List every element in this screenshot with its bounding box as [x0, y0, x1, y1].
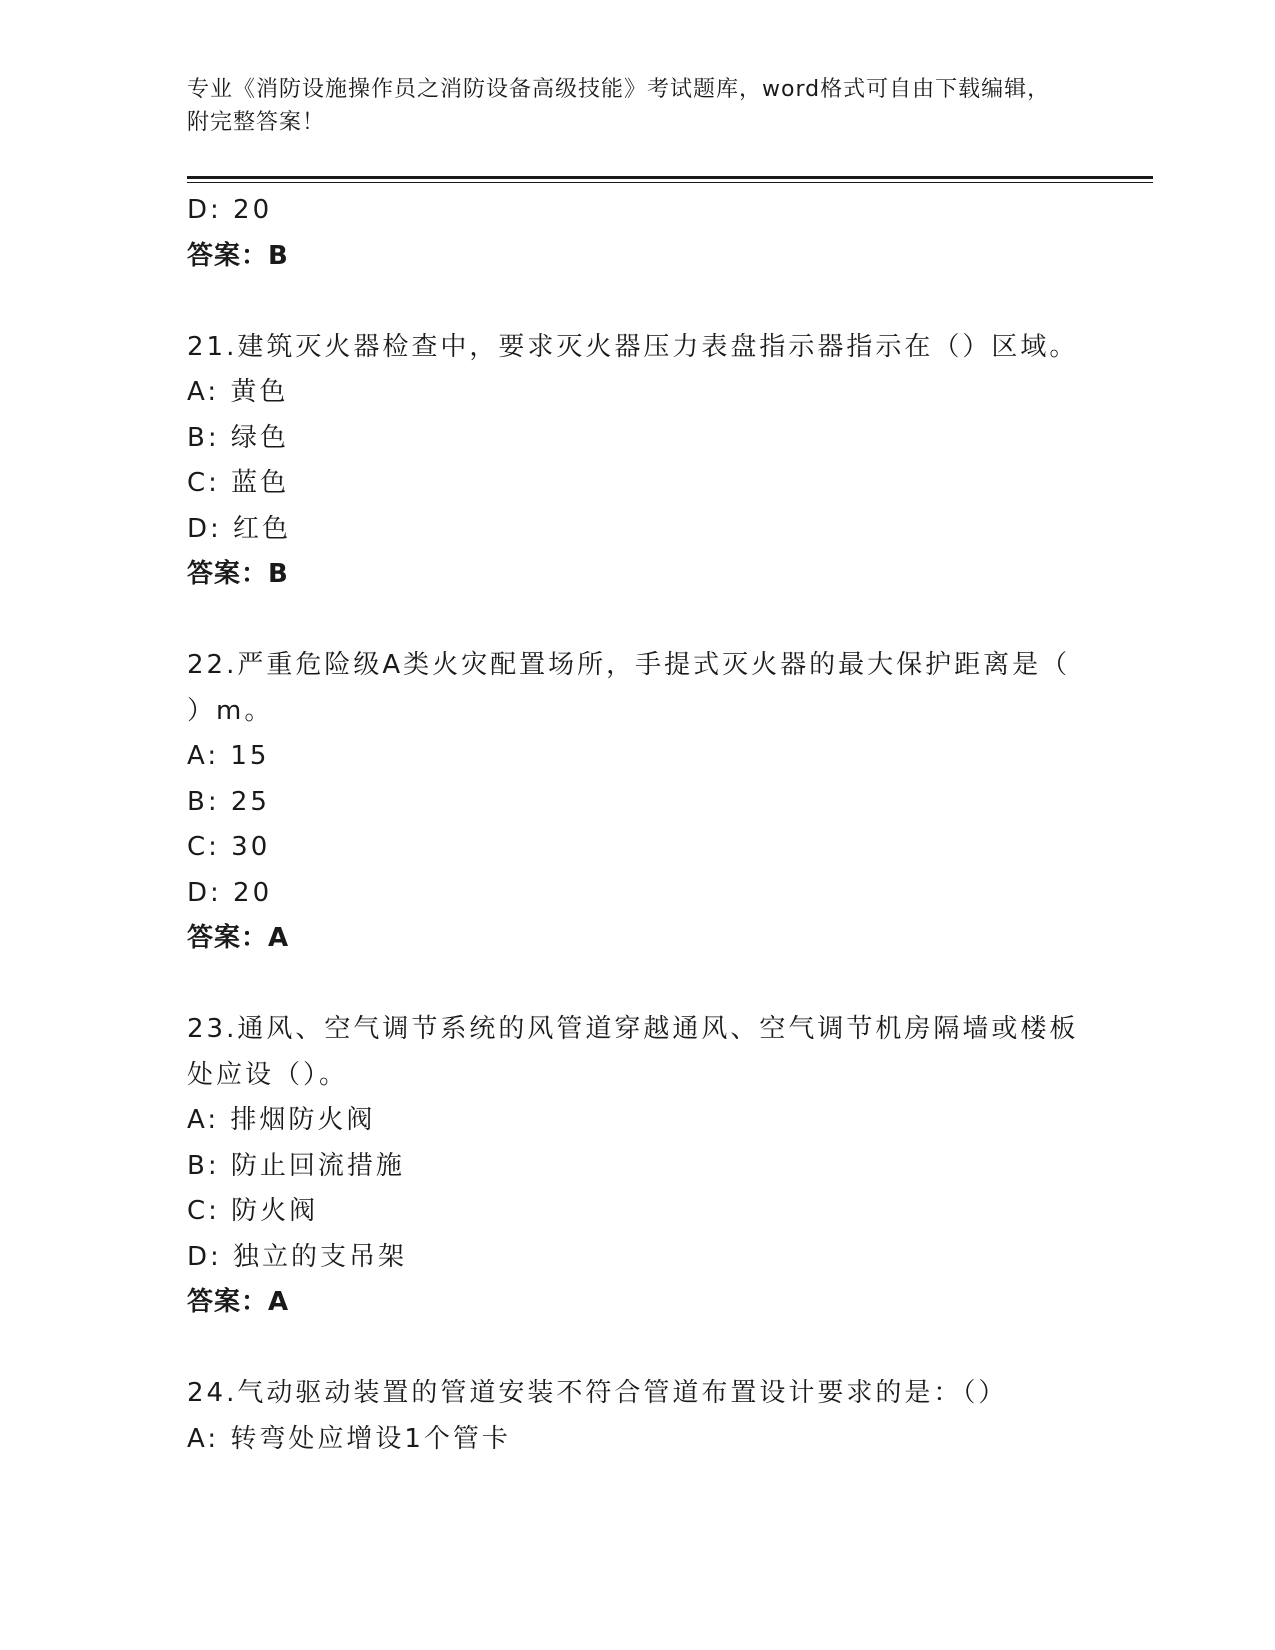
question-23 — [187, 1007, 1087, 1326]
answer-line — [187, 234, 1087, 280]
question-24 — [187, 1371, 1087, 1462]
option-d: D: 独立的支吊架 — [187, 1241, 408, 1272]
answer-line — [187, 552, 1087, 598]
question-stem-line-1: 23.通风、空气调节系统的风管道穿越通风、空气调节机房隔墙或楼板 — [187, 1014, 1079, 1044]
option-b: B: 绿色 — [187, 422, 289, 453]
answer-text: 答案：A — [187, 1287, 290, 1317]
option-a: A: 15 — [187, 741, 270, 771]
header-rule-thick — [187, 176, 1153, 179]
option-b: B: 25 — [187, 786, 270, 817]
question-stem-line-2: ）m。 — [187, 695, 274, 726]
header-note: 专业《消防设施操作员之消防设备高级技能》考试题库，word格式可自由下载编辑，附完整答案！ — [187, 77, 1051, 135]
answer-text: 答案：B — [187, 559, 289, 589]
question-22 — [187, 643, 1087, 962]
option-d: D: 红色 — [187, 513, 292, 544]
option-c: C: 30 — [187, 832, 271, 862]
option-a: A: 排烟防火阀 — [187, 1105, 376, 1135]
option-a: A: 转弯处应增设1个管卡 — [187, 1423, 511, 1454]
option-a: A: 黄色 — [187, 377, 289, 407]
question-21 — [187, 325, 1087, 598]
option-c: C: 蓝色 — [187, 468, 290, 498]
question-list — [187, 188, 1087, 1462]
answer-text: 答案：B — [187, 240, 289, 271]
question-stem: 24.气动驱动装置的管道安装不符合管道布置设计要求的是：（） — [187, 1378, 1008, 1408]
answer-line — [187, 1280, 1087, 1326]
option-d: D: 20 — [187, 195, 273, 225]
header-rule-thin — [187, 182, 1153, 183]
question-stem-line-1: 22.严重危险级A类火灾配置场所，手提式灭火器的最大保护距离是（ — [187, 650, 1071, 680]
option-c: C: 防火阀 — [187, 1196, 319, 1226]
question-stem: 21.建筑灭火器检查中，要求灭火器压力表盘指示器指示在（）区域。 — [187, 331, 1079, 362]
option-d: D: 20 — [187, 877, 273, 908]
answer-text: 答案：A — [187, 923, 290, 953]
question-stem-line-2: 处应设（）。 — [187, 1059, 349, 1090]
answer-line — [187, 916, 1087, 962]
option-b: B: 防止回流措施 — [187, 1150, 405, 1181]
